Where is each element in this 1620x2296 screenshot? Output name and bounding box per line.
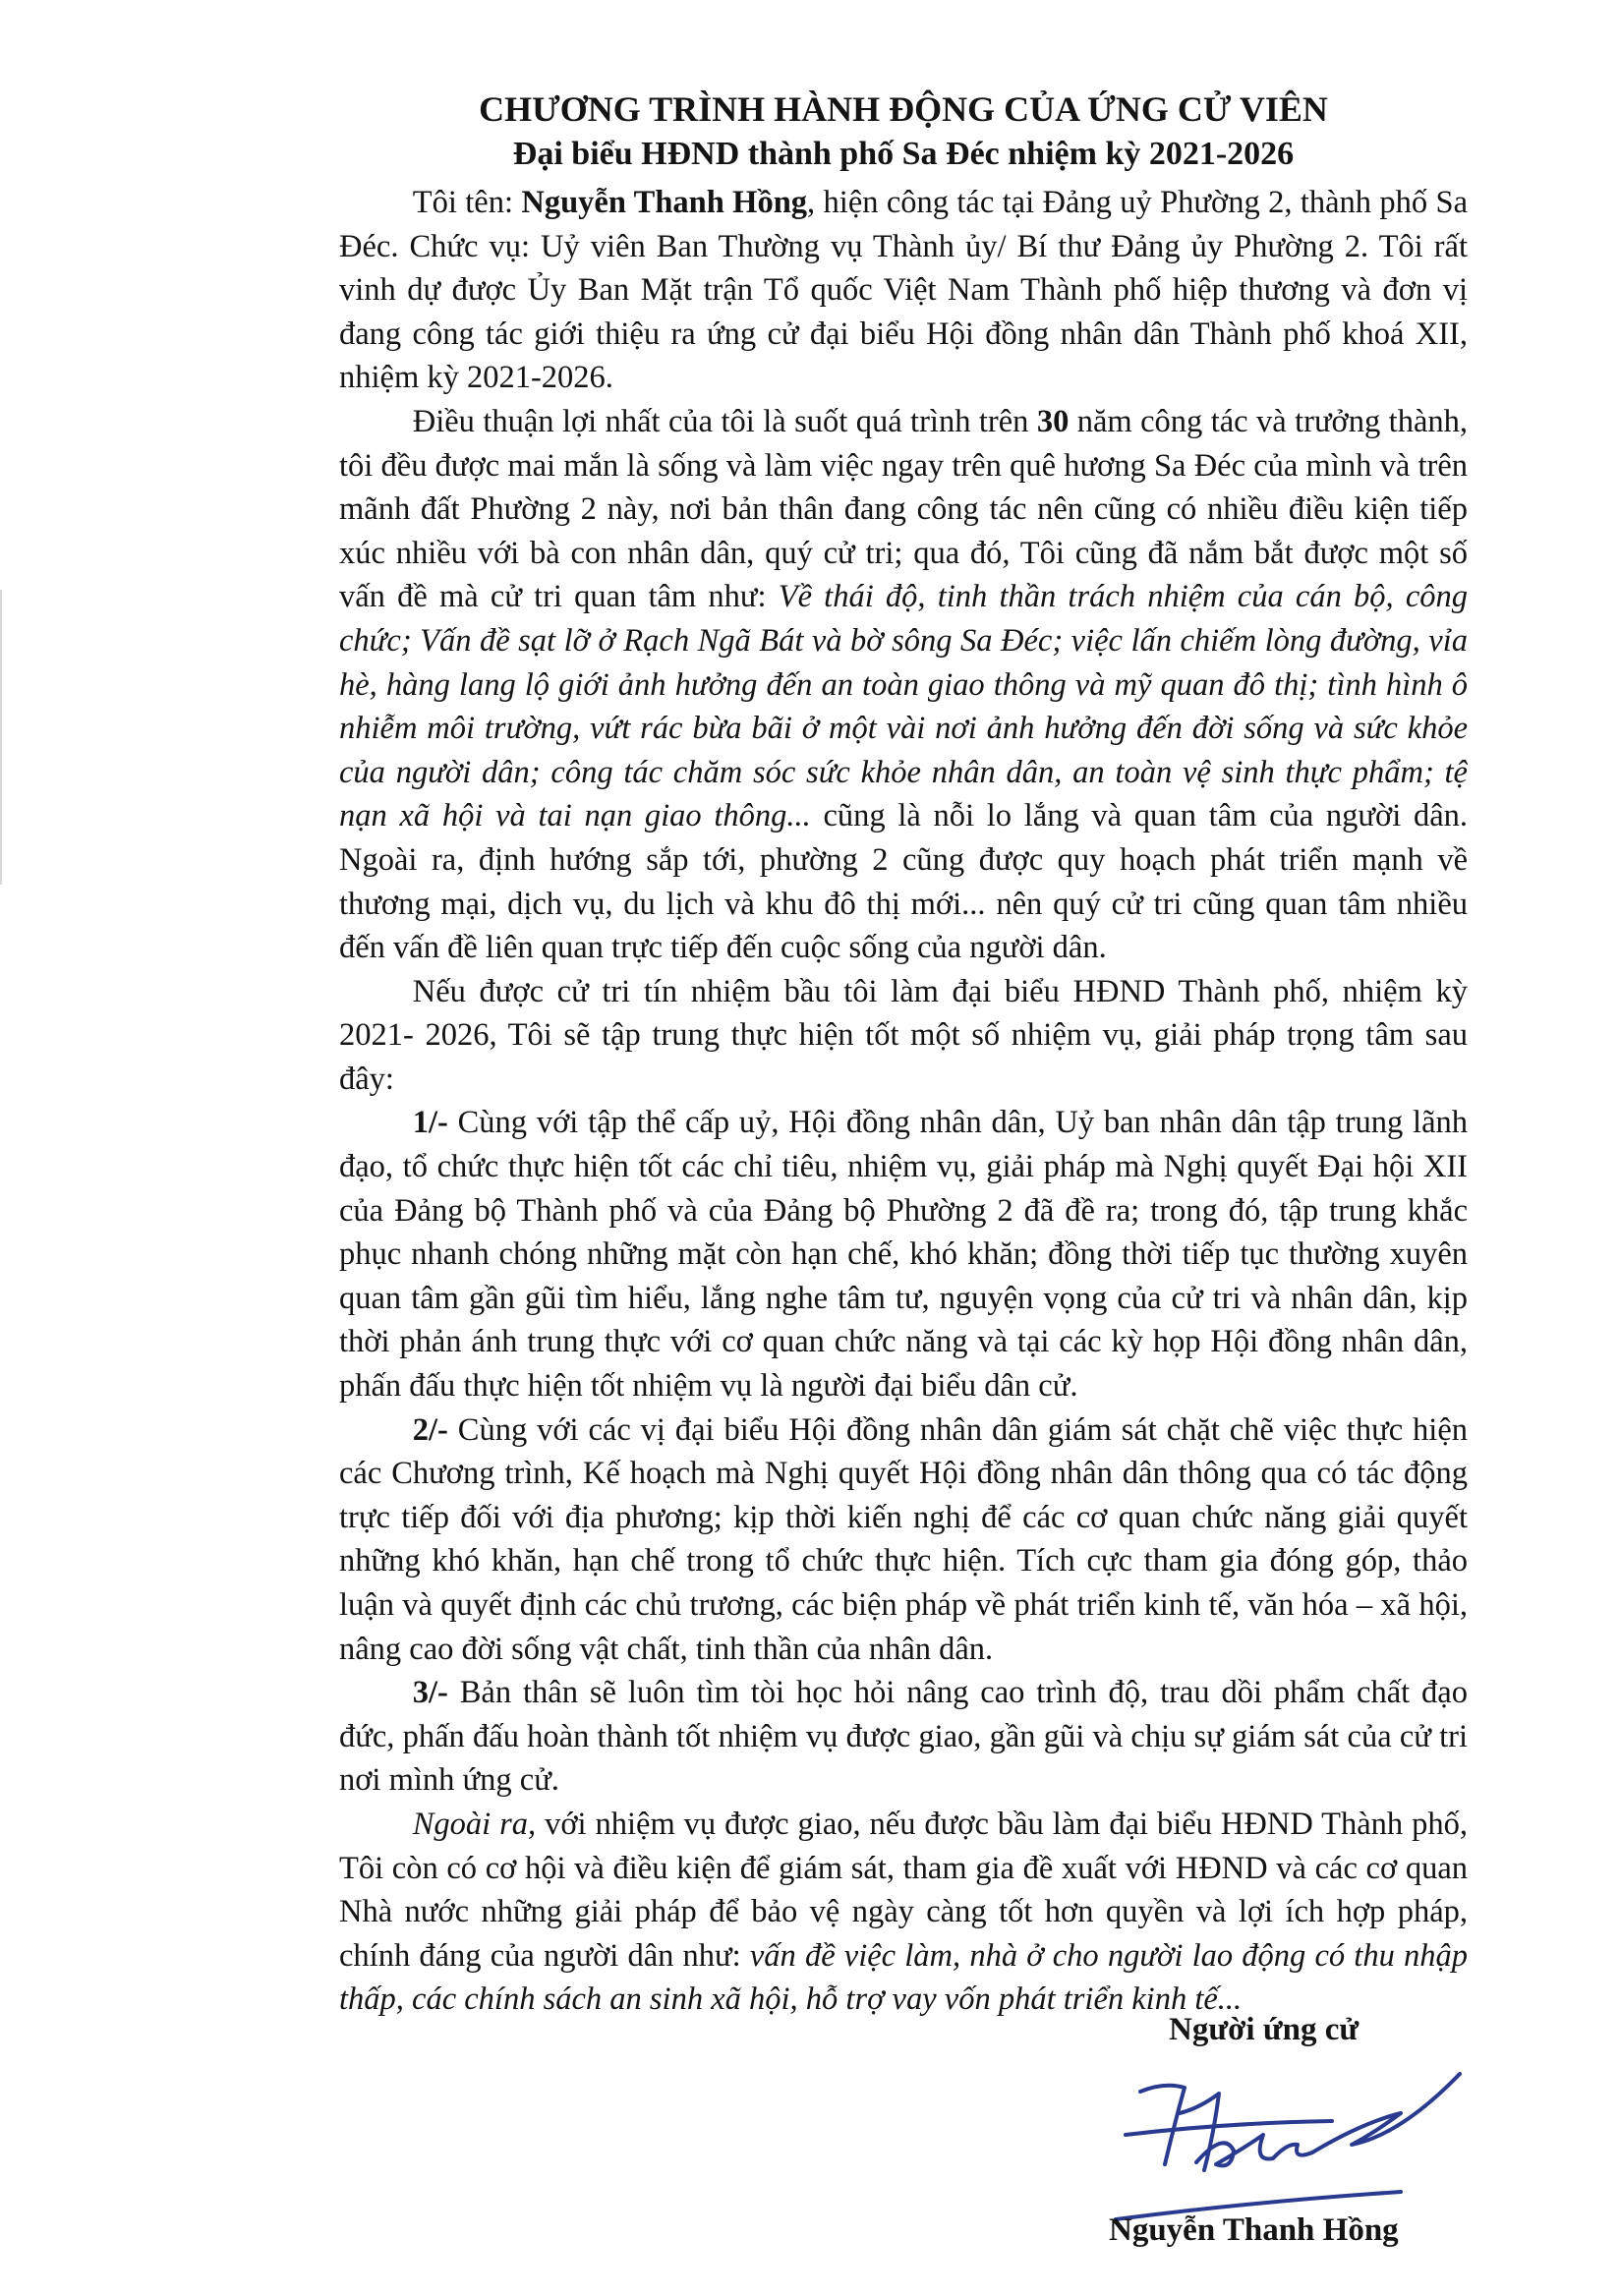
concerns-text-b: năm công tác và trưởng thành, tôi đều được mai mắn là sống và làm việc ngay trên quê hương Sa Đéc của mình và trên mãnh đất Phường 2 này, nơi bản thân đang công tác nên cũng có nhiều điều kiện tiếp xúc nhiều với bà con nhân dân, quý cử tri; qua đó, Tôi cũng đã nắm bắt được một số vấn đề mà cử tri quan tâm như: <box>339 403 1468 615</box>
action-item-3 <box>339 1671 1468 1803</box>
intro-text-b: , hiện công tác tại Đảng uỷ Phường 2, thành phố Sa Đéc. Chức vụ: Uỷ viên Ban Thường vụ Thành ủy/ Bí thư Đảng ủy Phường 2. Tôi rất vinh dự được Ủy Ban Mặt trận Tổ quốc Việt Nam Thành phố hiệp thương và đơn vị đang công tác giới thiệu ra ứng cử đại biểu Hội đồng nhân dân Thành phố khoá XII, nhiệm kỳ 2021-2026. <box>339 185 1468 396</box>
action-item-1 <box>339 1101 1468 1407</box>
concerns-text-c: cũng là nỗi lo lắng và quan tâm của người dân. Ngoài ra, định hướng sắp tới, phường 2 cũng được quy hoạch phát triển mạnh về thương mại, dịch vụ, du lịch và khu đô thị mới... nên quý cử tri cũng quan tâm nhiều đến vấn đề liên quan trực tiếp đến cuộc sống của người dân. <box>339 798 1468 966</box>
paragraph-additional <box>339 1803 1468 2022</box>
concerns-list: Về thái độ, tinh thần trách nhiệm của cán bộ, công chức; Vấn đề sạt lỡ ở Rạch Ngã Bát và bờ sông Sa Đéc; việc lấn chiếm lòng đường, vỉa hè, hàng lang lộ giới ảnh hưởng đến an toàn giao thông và mỹ quan đô thị; tình hình ô nhiễm môi trường, vứt rác bừa bãi ở một vài nơi ảnh hưởng đến đời sống và sức khỏe của người dân; công tác chăm sóc sức khỏe nhân dân, an toàn vệ sinh thực phẩm; tệ nạn xã hội và tai nạn giao thông... <box>339 579 1468 834</box>
paragraph-commitment: Nếu được cử tri tín nhiệm bầu tôi làm đại biểu HĐND Thành phố, nhiệm kỳ 2021- 2026, Tôi sẽ tập trung thực hiện tốt một số nhiệm vụ, giải pháp trọng tâm sau đây: <box>339 973 1468 1097</box>
document-subtitle: Đại biểu HĐND thành phố Sa Đéc nhiệm kỳ 2021-2026 <box>512 136 1295 172</box>
signature-role-label: Người ứng cử <box>1169 2012 1360 2047</box>
document-body <box>339 86 1468 2022</box>
action-item-2 <box>339 1408 1468 1672</box>
concerns-text-a: Điều thuận lợi nhất của tôi là suốt quá trình trên <box>412 403 1037 439</box>
additional-text: với nhiệm vụ được giao, nếu được bầu làm đại biểu HĐND Thành phố, Tôi còn có cơ hội và điều kiện để giám sát, tham gia đề xuất với HĐND và các cơ quan Nhà nước những giải pháp để bảo vệ ngày càng tốt hơn quyền và lợi ích hợp pháp, chính đáng của người dân như: <box>339 1806 1468 1974</box>
paragraph-voter-concerns <box>339 400 1468 970</box>
candidate-name-inline: Nguyễn Thanh Hồng <box>521 185 808 220</box>
item-number: 2/- <box>412 1411 448 1448</box>
scan-edge-line <box>0 590 2 885</box>
signature-name: Nguyễn Thanh Hồng <box>1109 2212 1399 2248</box>
handwritten-signature <box>1106 2054 1499 2231</box>
additional-lead: Ngoài ra, <box>412 1806 537 1842</box>
document-title: CHƯƠNG TRÌNH HÀNH ĐỘNG CỦA ỨNG CỬ VIÊN <box>479 89 1328 129</box>
item-text: Cùng với các vị đại biểu Hội đồng nhân dân giám sát chặt chẽ việc thực hiện các Chương trình, Kế hoạch mà Nghị quyết Hội đồng nhân dân thông qua có tác động trực tiếp đối với địa phương; kịp thời kiến nghị để các cơ quan chức năng giải quyết những khó khăn, hạn chế trong tổ chức thực hiện. Tích cực tham gia đóng góp, thảo luận và quyết định các chủ trương, các biện pháp về phát triển kinh tế, văn hóa – xã hội, nâng cao đời sống vật chất, tinh thần của nhân dân. <box>339 1411 1468 1667</box>
additional-list: vấn đề việc làm, nhà ở cho người lao động có thu nhập thấp, các chính sách an sinh xã hội, hỗ trợ vay vốn phát triển kinh tế... <box>339 1937 1468 2018</box>
intro-text-a: Tôi tên: <box>412 185 522 220</box>
item-text: Bản thân sẽ luôn tìm tòi học hỏi nâng cao trình độ, trau dồi phẩm chất đạo đức, phấn đấu hoàn thành tốt nhiệm vụ được giao, gần gũi và chịu sự giám sát của cử tri nơi mình ứng cử. <box>339 1675 1468 1799</box>
item-number: 3/- <box>412 1675 448 1711</box>
years-number: 30 <box>1036 403 1070 439</box>
item-number: 1/- <box>412 1105 448 1141</box>
item-text: Cùng với tập thể cấp uỷ, Hội đồng nhân dân, Uỷ ban nhân dân tập trung lãnh đạo, tổ chức thực hiện tốt các chỉ tiêu, nhiệm vụ, giải pháp mà Nghị quyết Đại hội XII của Đảng bộ Thành phố và của Đảng bộ Phường 2 đã đề ra; trong đó, tập trung khắc phục nhanh chóng những mặt còn hạn chế, khó khăn; đồng thời tiếp tục thường xuyên quan tâm gần gũi tìm hiểu, lắng nghe tâm tư, nguyện vọng của cử tri và nhân dân, kịp thời phản ánh trung thực với cơ quan chức năng và tại các kỳ họp Hội đồng nhân dân, phấn đấu thực hiện tốt nhiệm vụ là người đại biểu dân cử. <box>339 1105 1468 1405</box>
paragraph-introduction <box>339 181 1468 400</box>
